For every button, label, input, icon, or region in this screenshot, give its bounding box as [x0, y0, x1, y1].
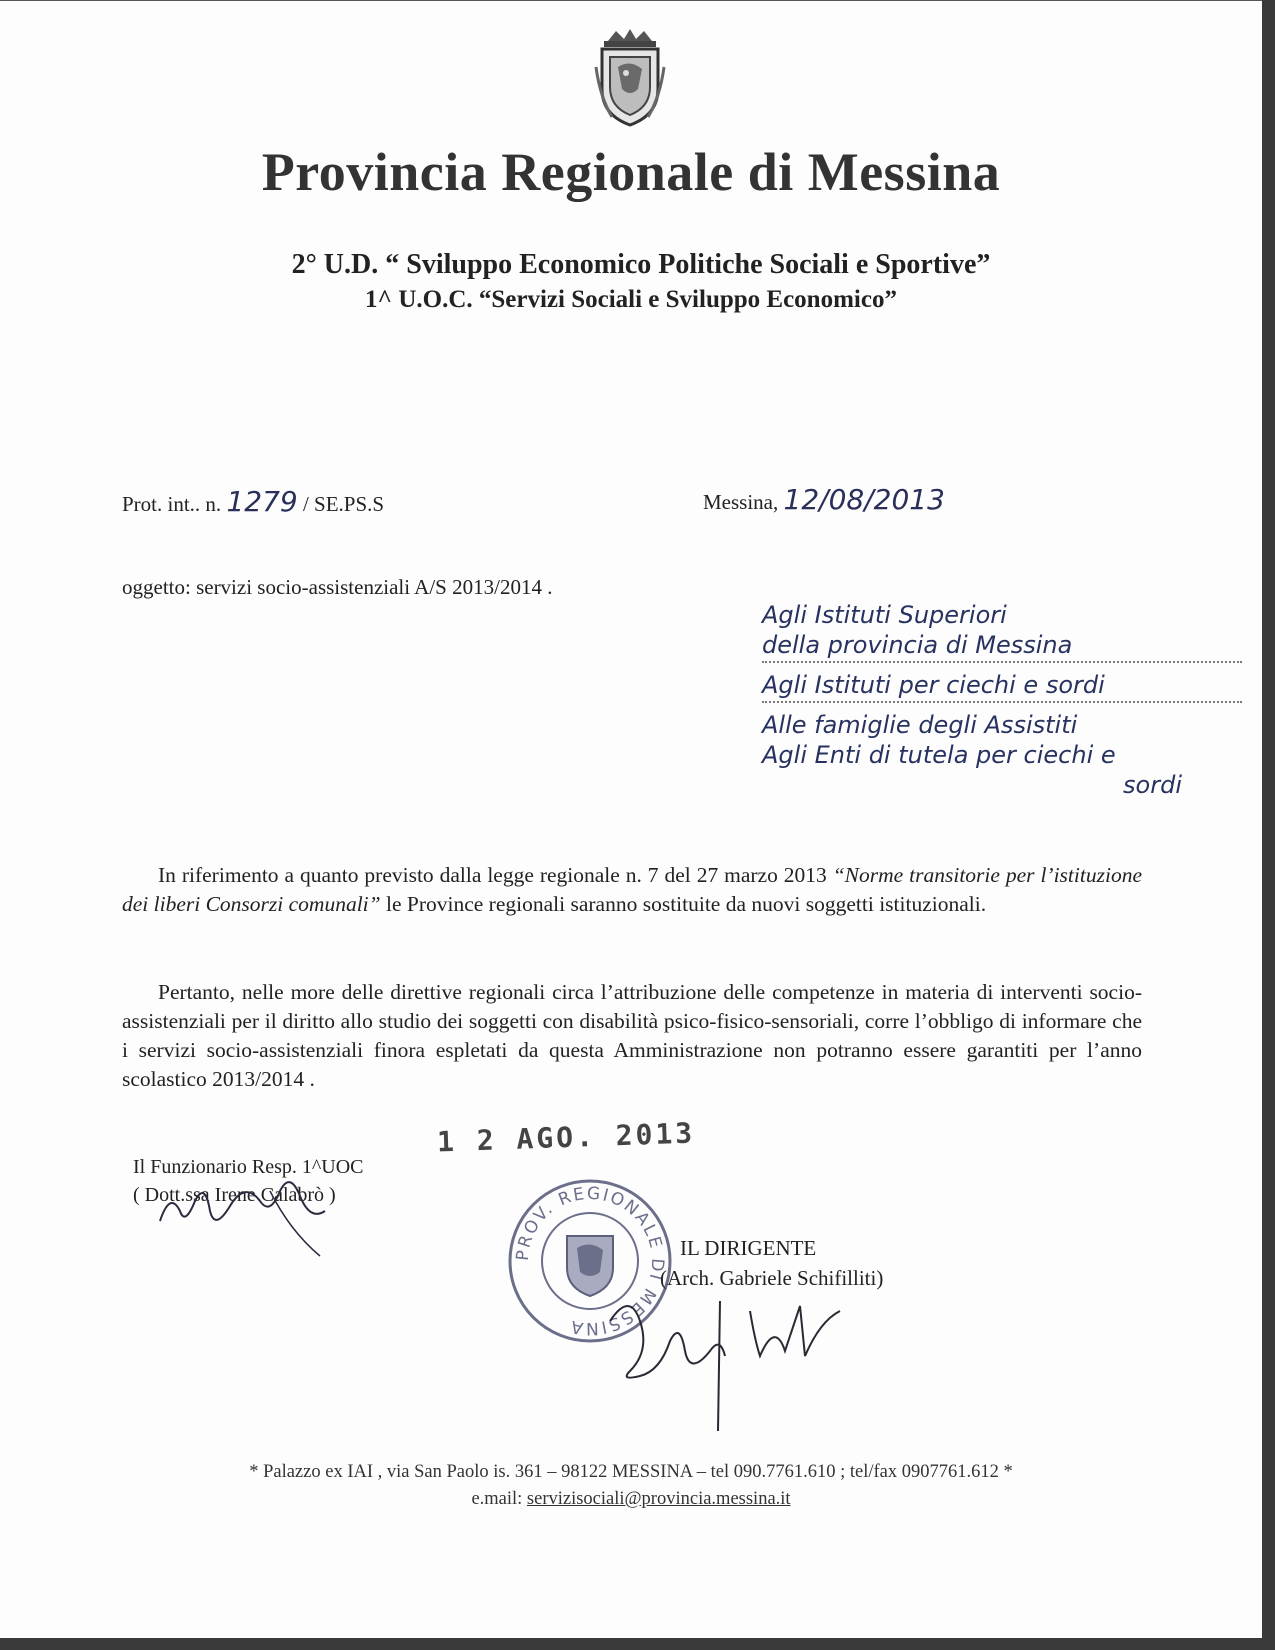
seal-text: PROV. REGIONALE DI MESSINA [512, 1183, 668, 1339]
functionary-title: Il Funzionario Resp. 1^UOC [133, 1156, 364, 1178]
footer-address: * Palazzo ex IAI , via San Paolo is. 361 – 98122 MESSINA – tel 090.7761.610 ; tel/fax 0907761.612 * [249, 1462, 1013, 1482]
p1-end: le Province regionali saranno sostituite da nuovi soggetti istituzionali. [380, 892, 987, 916]
protocol-prefix: Prot. int.. n. [122, 492, 222, 516]
provincia-crest-icon [590, 27, 670, 127]
recipient-line: Agli Istituti per ciechi e sordi [762, 671, 1242, 703]
footer-email-line [0, 1486, 1262, 1513]
director-title: IL DIRIGENTE [680, 1236, 817, 1260]
recipient-line: Agli Istituti Superiori [762, 601, 1007, 629]
recipients-block [762, 601, 1242, 801]
page-title: Provincia Regionale di Messina [261, 142, 1001, 202]
office-line: 1^ U.O.C. “Servizi Sociali e Sviluppo Economico” [365, 286, 897, 313]
director-signature-icon [600, 1281, 880, 1441]
email-link[interactable]: servizisociali@provincia.messina.it [526, 1489, 791, 1509]
functionary-signature-icon [150, 1151, 350, 1261]
subject-line: oggetto: servizi socio-assistenziali A/S 2013/2014 . [122, 575, 553, 599]
email-label: e.mail: [471, 1489, 523, 1509]
unit-line: 2° U.D. “ Sviluppo Economico Politiche Sociali e Sportive” [291, 249, 991, 280]
footer [0, 1459, 1262, 1513]
protocol-reference [122, 485, 384, 518]
body-paragraph-2: Pertanto, nelle more delle direttive regionali circa l’attribuzione delle competenze in materia di interventi socio-assistenziali per il diritto allo studio dei soggetti con disabilità psico-fisico-sensoriali, corre l’obbligo di informare che i servizi socio-assistenziali finora espletati da questa Amministrazione non potranno essere garantiti per l’anno scolastico 2013/2014 . [122, 980, 1142, 1091]
place-date [703, 483, 945, 516]
functionary-name: ( Dott.ssa Irene Calabrò ) [133, 1184, 336, 1206]
recipient-line: sordi [1123, 771, 1182, 799]
director-name: (Arch. Gabriele Schifilliti) [660, 1266, 884, 1290]
body-paragraph-1 [122, 861, 1142, 919]
scan-edge-bottom [0, 1638, 1275, 1650]
scan-edge-right [1262, 0, 1275, 1650]
recipient-line: Agli Enti di tutela per ciechi e [762, 741, 1116, 769]
handwritten-date: 12/08/2013 [783, 483, 945, 516]
recipient-line: della provincia di Messina [762, 631, 1242, 663]
protocol-suffix: / SE.PS.S [302, 492, 385, 516]
recipient-line: Alle famiglie degli Assistiti [762, 711, 1078, 739]
law-title: “Norme transitorie per l’istituzione dei liberi Consorzi comunali” [122, 863, 1142, 916]
place-label: Messina, [703, 490, 779, 514]
date-stamp: 1 2 AGO. 2013 [436, 1116, 696, 1159]
protocol-number: 1279 [226, 485, 298, 518]
p1-start: In riferimento a quanto previsto dalla legge regionale n. 7 del 27 marzo 2013 [158, 863, 833, 887]
